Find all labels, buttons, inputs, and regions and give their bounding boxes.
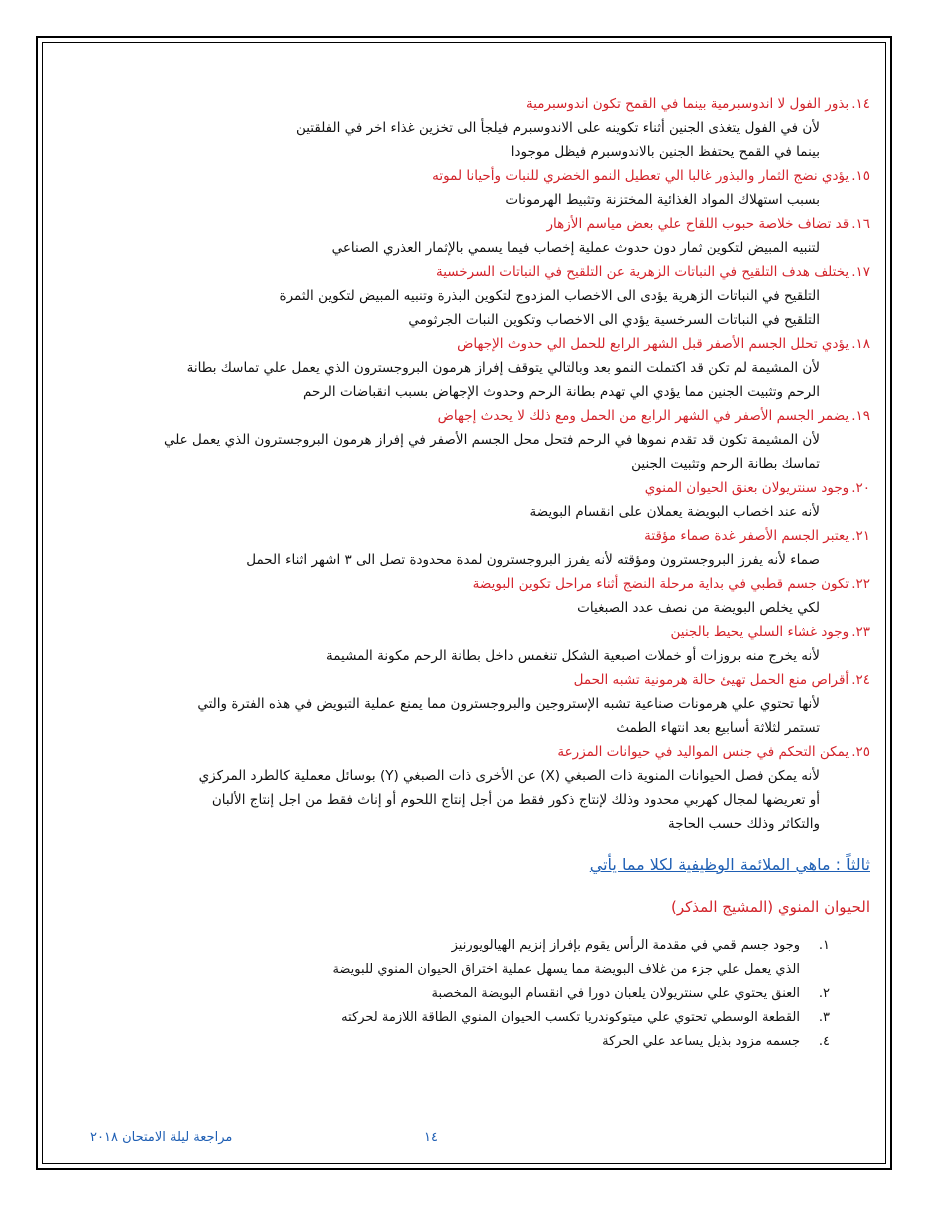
- question-text: قد تضاف خلاصة حبوب اللقاح علي بعض مياسم الأزهار: [546, 216, 850, 232]
- question-list: [80, 92, 870, 836]
- question-number: ١٦.: [851, 216, 870, 232]
- question-number: ٢٣.: [851, 624, 870, 640]
- answer-line: لأنه يمكن فصل الحيوانات المنوية ذات الصبغي (X) عن الأخرى ذات الصبغي (Y) بوسائل معملية كالطرد المركزي: [198, 768, 820, 784]
- question-text: بذور الفول لا اندوسبرمية بينما في القمح تكون اندوسبرمية: [525, 96, 850, 112]
- question-title: [80, 572, 870, 596]
- question-title: [80, 260, 870, 284]
- footer-label: مراجعة ليلة الامتحان ٢٠١٨: [90, 1130, 233, 1145]
- question-number: ٢٥.: [851, 744, 870, 760]
- feature-number: ٢.: [818, 986, 830, 1001]
- answer-line: لأنه عند اخصاب البويضة يعملان على انقسام البويضة: [529, 504, 820, 520]
- question-text: يؤدي نضج الثمار والبذور غالبا الي تعطيل النمو الخضري للنبات وأحيانا لموته: [432, 168, 850, 184]
- question-number: ١٩.: [851, 408, 870, 424]
- answer-line: التلقيح في النباتات الزهرية يؤدى الى الاخصاب المزدوج لتكوين البذرة وتنبيه المبيض لتكوين الثمرة: [279, 288, 820, 304]
- answer-line: بينما في القمح يحتفظ الجنين بالاندوسبرم فيظل موجودا: [510, 144, 820, 160]
- question-text: وجود غشاء السلي يحيط بالجنين: [670, 624, 850, 640]
- question-item: [80, 332, 870, 404]
- answer-line: والتكاثر وذلك حسب الحاجة: [667, 816, 820, 832]
- feature-item: [80, 934, 830, 958]
- answer-line: أو تعريضها لمجال كهربي محدود وذلك لإنتاج ذكور فقط من أجل إنتاج اللحوم أو إناث فقط من اجل إنتاج الألبان: [211, 792, 820, 808]
- question-number: ١٥.: [851, 168, 870, 184]
- answer-line: لأنه يخرج منه بروزات أو خملات اصبعية الشكل تنغمس داخل بطانة الرحم مكونة المشيمة: [325, 648, 820, 664]
- question-title: [80, 476, 870, 500]
- question-text: يؤدي تحلل الجسم الأصفر قبل الشهر الرابع للحمل الي حدوث الإجهاض: [457, 336, 850, 352]
- question-text: يمكن التحكم في جنس المواليد في حيوانات المزرعة: [557, 744, 850, 760]
- answer-line: تستمر لثلاثة أسابيع بعد انتهاء الطمث: [616, 720, 820, 736]
- question-item: [80, 620, 870, 668]
- answer-line: صماء لأنه يفرز البروجسترون ومؤقته لأنه يفرز البروجسترون لمدة محدودة تصل الى ٣ اشهر اثناء الحمل: [246, 552, 820, 568]
- question-title: [80, 740, 870, 764]
- question-item: [80, 668, 870, 740]
- question-number: ١٤.: [851, 96, 870, 112]
- feature-number: ٤.: [818, 1034, 830, 1049]
- question-number: ٢٠.: [851, 480, 870, 496]
- feature-item: [80, 982, 830, 1006]
- question-text: يختلف هدف التلقيح في النباتات الزهرية عن التلقيح في النباتات السرخسية: [435, 264, 850, 280]
- question-title: [80, 92, 870, 116]
- question-item: [80, 92, 870, 164]
- feature-number: ٣.: [818, 1010, 830, 1025]
- question-title: [80, 524, 870, 548]
- answer-line: التلقيح في النباتات السرخسية يؤدي الى الاخصاب وتكوين النبات الجرثومي: [408, 312, 820, 328]
- question-item: [80, 404, 870, 476]
- answer-line: لأنها تحتوي علي هرمونات صناعية تشبه الإستروجين والبروجسترون مما يمنع عملية التبويض في هذه الفترة والتي: [197, 696, 820, 712]
- page-content: [80, 92, 870, 1054]
- question-item: [80, 524, 870, 572]
- question-title: [80, 164, 870, 188]
- answer-line: بسبب استهلاك المواد الغذائية المختزنة وتثبيط الهرمونات: [505, 192, 820, 208]
- answer-line: لأن المشيمة لم تكن قد اكتملت النمو بعد وبالتالي يتوقف إفراز هرمون البروجسترون الذي يعمل علي تماسك بطانة: [186, 360, 820, 376]
- question-title: [80, 404, 870, 428]
- feature-text: العنق يحتوي علي سنتريولان يلعبان دورا في انقسام البويضة المخصبة: [431, 986, 800, 1001]
- footer-page-number: ١٤: [424, 1130, 438, 1145]
- question-title: [80, 668, 870, 692]
- sub-heading: الحيوان المنوي (المشيج المذكر): [670, 898, 870, 916]
- feature-text: جسمه مزود بذيل يساعد علي الحركة: [602, 1034, 800, 1049]
- feature-text: وجود جسم قمي في مقدمة الرأس يقوم بإفراز إنزيم الهيالويورنيز: [451, 938, 800, 953]
- question-number: ١٨.: [851, 336, 870, 352]
- question-number: ١٧.: [851, 264, 870, 280]
- answer-line: تماسك بطانة الرحم وتثبيت الجنين: [631, 456, 820, 472]
- question-item: [80, 476, 870, 524]
- feature-text: القطعة الوسطي تحتوي علي ميتوكوندريا تكسب الحيوان المنوي الطاقة اللازمة لحركته: [341, 1010, 800, 1025]
- question-title: [80, 620, 870, 644]
- question-number: ٢٢.: [851, 576, 870, 592]
- answer-line: الرحم وتثبيت الجنين مما يؤدي الي تهدم بطانة الرحم وحدوث الإجهاض بسبب انقباضات الرحم: [303, 384, 820, 400]
- answer-line: لتنبيه المبيض لتكوين ثمار دون حدوث عملية إخصاب فيما يسمي بالإثمار العذري الصناعي: [331, 240, 820, 256]
- question-text: يضمر الجسم الأصفر في الشهر الرابع من الحمل ومع ذلك لا يحدث إجهاض: [437, 408, 850, 424]
- feature-item: [80, 1030, 830, 1054]
- question-text: يعتبر الجسم الأصفر غدة صماء مؤقتة: [644, 528, 850, 544]
- question-item: [80, 740, 870, 836]
- question-text: تكون جسم قطبي في بداية مرحلة النضج أثناء مراحل تكوين البويضة: [472, 576, 850, 592]
- answer-line: لأن المشيمة تكون قد تقدم نموها في الرحم فتحل محل الجسم الأصفر في إفراز هرمون البروجسترون الذي يعمل علي: [163, 432, 820, 448]
- question-item: [80, 260, 870, 332]
- question-title: [80, 332, 870, 356]
- feature-number: ١.: [818, 938, 830, 953]
- feature-list: [80, 934, 870, 1054]
- answer-line: لكي يخلص البويضة من نصف عدد الصبغيات: [577, 600, 820, 616]
- question-number: ٢١.: [851, 528, 870, 544]
- question-item: [80, 164, 870, 212]
- question-text: أقراص منع الحمل تهيئ حالة هرمونية تشبه الحمل: [573, 672, 850, 688]
- section-heading: ثالثاً : ماهي الملائمة الوظيفية لكلا مما يأتي: [589, 855, 870, 874]
- question-text: وجود سنتريولان بعنق الحيوان المنوي: [644, 480, 850, 496]
- answer-line: لأن في الفول يتغذى الجنين أثناء تكوينه على الاندوسبرم فيلجأ الى تخزين غذاء اخر في الفلقتين: [295, 120, 820, 136]
- question-number: ٢٤.: [851, 672, 870, 688]
- feature-continuation: الذي يعمل علي جزء من غلاف البويضة مما يسهل عملية اختراق الحيوان المنوي للبويضة: [332, 962, 800, 977]
- question-item: [80, 572, 870, 620]
- question-title: [80, 212, 870, 236]
- question-item: [80, 212, 870, 260]
- feature-item: [80, 1006, 830, 1030]
